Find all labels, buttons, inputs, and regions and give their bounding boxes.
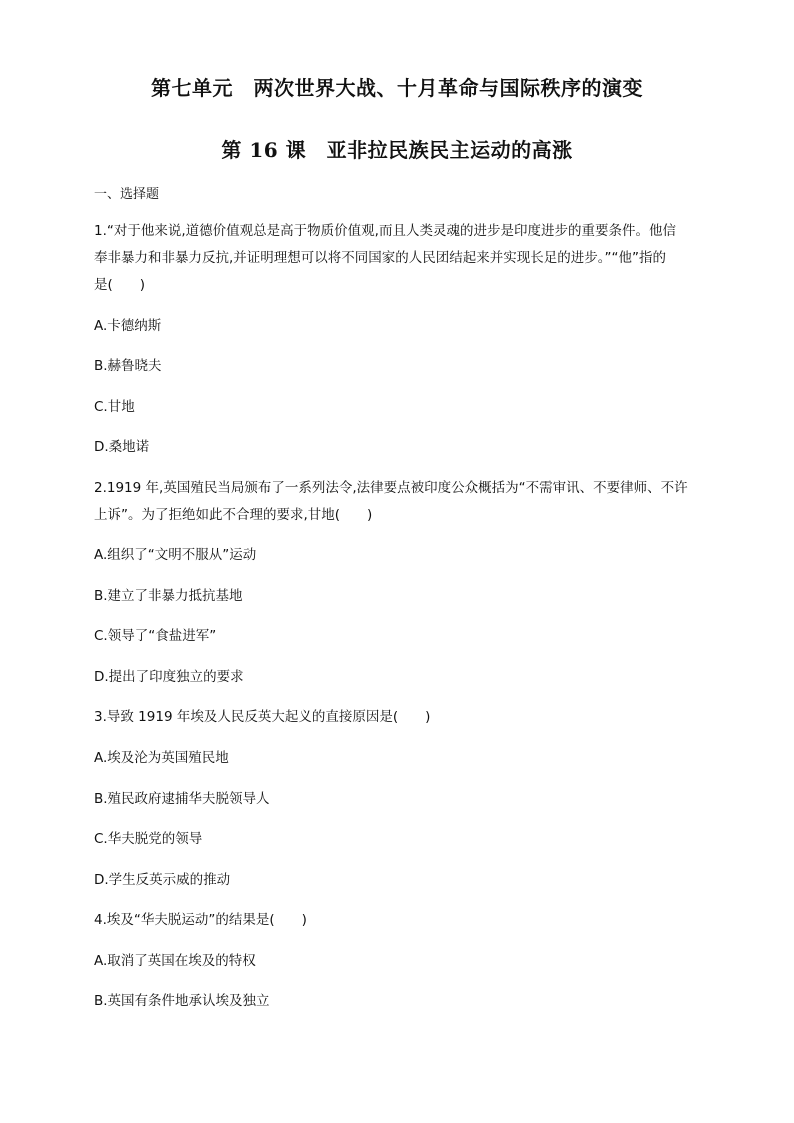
question-4-stem-line-1: 4.埃及“华夫脱运动”的结果是( ) <box>94 912 307 928</box>
question-3-option-b: B.殖民政府逮捕华夫脱领导人 <box>94 791 270 807</box>
lesson-title: 第 16 课 亚非拉民族民主运动的高涨 <box>221 138 573 162</box>
question-1-option-c: C.甘地 <box>94 399 135 415</box>
question-3-option-d: D.学生反英示威的推动 <box>94 872 231 888</box>
question-1-stem-line-3: 是( ) <box>94 277 146 293</box>
question-1-option-a: A.卡德纳斯 <box>94 318 162 334</box>
question-2-option-b: B.建立了非暴力抵抗基地 <box>94 588 243 604</box>
section-heading: 一、选择题 <box>94 187 160 202</box>
question-3-option-c: C.华夫脱党的领导 <box>94 831 203 847</box>
question-4-option-a: A.取消了英国在埃及的特权 <box>94 953 256 969</box>
question-1-option-b: B.赫鲁晓夫 <box>94 358 162 374</box>
question-2-option-a: A.组织了“文明不服从”运动 <box>94 547 257 563</box>
question-2-stem-line-1: 2.1919 年,英国殖民当局颁布了一系列法令,法律要点被印度公众概括为“不需审讯、不要律师、不许 <box>94 480 688 496</box>
question-4-option-b: B.英国有条件地承认埃及独立 <box>94 993 270 1009</box>
question-2-option-d: D.提出了印度独立的要求 <box>94 669 244 685</box>
question-3-stem-line-1: 3.导致 1919 年埃及人民反英大起义的直接原因是( ) <box>94 709 431 725</box>
question-3-option-a: A.埃及沦为英国殖民地 <box>94 750 229 766</box>
unit-title: 第七单元 两次世界大战、十月革命与国际秩序的演变 <box>151 76 643 100</box>
question-2-option-c: C.领导了“食盐进军” <box>94 628 217 644</box>
question-1-stem-line-2: 奉非暴力和非暴力反抗,并证明理想可以将不同国家的人民团结起来并实现长足的进步。”“他”指的 <box>94 250 667 266</box>
question-2-stem-line-2: 上诉”。为了拒绝如此不合理的要求,甘地( ) <box>94 507 373 523</box>
question-1-option-d: D.桑地诺 <box>94 439 150 455</box>
question-1-stem-line-1: 1.“对于他来说,道德价值观总是高于物质价值观,而且人类灵魂的进步是印度进步的重要条件。他信 <box>94 223 676 239</box>
